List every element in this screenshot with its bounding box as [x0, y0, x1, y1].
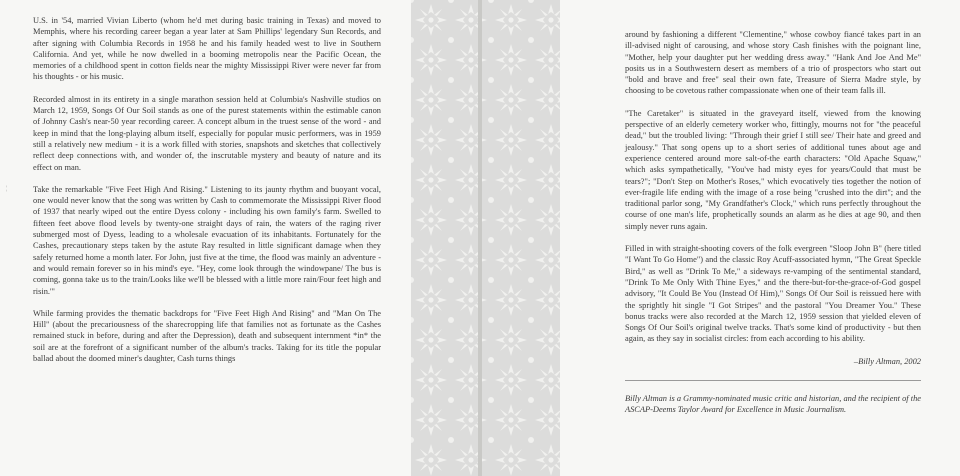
left-text-column: [33, 15, 381, 375]
author-bio: Billy Altman is a Grammy-nominated music critic and historian, and the recipient of the ASCAP-Deems Taylor Award for Excellence in Music Journalism.: [625, 394, 921, 415]
paragraph: U.S. in '54, married Vivian Liberto (whom he'd met during basic training in Texas) and moved to Memphis, where his recording career began a year later at Sam Phillips' legendary Sun Records, and after signing with Columbia Records in 1958 he and his family headed west to live in Southern California. And yet, while he now dwelled in a booming metropolis near the Pacific Ocean, the memories of a childhood spent in cotton fields near the mighty Mississippi River were never far from his thoughts - or his music.: [33, 16, 381, 82]
paragraph: While farming provides the thematic backdrops for "Five Feet High And Rising" and "Man On The Hill" (about the precariousness of the sharecropping life that families not as fortunate as the Cashes remained stuck in before, during and after the Depression), death and subsequent internment *in* the soil are at the forefront of a significant number of the album's tracks. Taking for its title the popular ballad about the doomed miner's daughter, Cash turns things: [33, 308, 381, 364]
paragraph: Take the remarkable "Five Feet High And Rising." Listening to its jaunty rhythm and buoyant vocal, one would never know that the song was written by Cash to commemorate the Mississippi River flood of 1937 that nearly wiped out the entire Dyess colony - including his own family's farm. Swelled to fifteen feet above flood levels by twenty-one straight days of rain, the waters of the raging river submerged most of Dyess, leading to a wholesale evacuation of its inhabitants. Fortunately for the Cashes, precautionary steps taken by the astute Ray resulted in little significant damage when they safely returned home a month later. For John, just five at the time, the flood was mainly an adventure - and would remain forever so in his mind's eye. "Hey, come look through the windowpane/ The bus is coming, gonna take us to the train/Looks like we'll be blessed with a little more rain/Four feet high and risin.'": [33, 184, 381, 296]
divider: [625, 380, 921, 381]
decorative-pattern-band: [411, 0, 560, 476]
paragraph: Recorded almost in its entirety in a single marathon session held at Columbia's Nashville studios on March 12, 1959, Songs Of Our Soil stands as one of the purest statements within the estimable canon of Johnny Cash's near-50 year recording career. A concept album in the truest sense of the word - and keep in mind that the long-playing album itself, especially for popular music performers, was in 1959 still a relatively new medium - it is a work filled with stories, snapshots and sketches that collectively reflect deep connections with, and wonder of, the inscrutable mystery and beauty of nature and its effect on man.: [33, 94, 381, 172]
floral-pattern: [411, 0, 560, 476]
right-text-column: [625, 29, 921, 427]
scan-mark: ¦: [6, 186, 8, 192]
paragraph: "The Caretaker" is situated in the graveyard itself, viewed from the knowing perspective of an elderly cemetery worker who, fittingly, mourns not for "the peaceful dead," but the troubled living: "Through their grief I still see/ Their hate and greed and jealousy." That song opens up to a short series of additional tunes about age and experience centered around more salt-of-the earth characters: "Old Apache Squaw," which asks sympathetically, "You've had misty eyes for years/Could that must be tears?"; "Don't Step on Mother's Roses," which evocatively ties together the notion of ever-fragile life ending with the image of a rose being "crushed into the dirt"; and the traditional parlor song, "My Grandfather's Clock," which runs perfectly throughout the course of one man's life, prophetically sounds an alarm as he dies at age 90, and then simply never runs again.: [625, 108, 921, 231]
paragraph: around by fashioning a different "Clementine," whose cowboy fiancé takes part in an ill-advised night of carousing, and whose story Cash finishes with the poignant line, "Mother, help your daughter put her wedding dress away." "Hank And Joe And Me" posits us in a Southwestern desert as members of a trio of prospectors who start out "bold and brave and free" seal their own fate, Treasure of Sierra Madre style, by choosing to be covetous rather compassionate when one of their team falls ill.: [625, 30, 921, 96]
page-gutter: [478, 0, 482, 476]
author-signature: –Billy Altman, 2002: [853, 356, 921, 366]
paragraph: Filled in with straight-shooting covers of the folk evergreen "Sloop John B" (here titled "I Want To Go Home") and the classic Roy Acuff-associated hymn, "The Great Speckle Bird," as well as "Drink To Me," a sideways re-vamping of the sentimental standard, "Drink To Me Only With Thine Eyes," and the there-but-for-the-grace-of-God gospel advisory, "It Could Be You (Instead Of Him)," Songs Of Our Soil is reissued here with the sprightly hit single "I Got Stripes" and the pastoral "You Dreamer You." These bonus tracks were also recorded at the March 12, 1959 session that yielded eleven of Songs Of Our Soil's original twelve tracks. That's some kind of productivity - but then again, as they say in socialist circles: from each according to his ability.: [625, 244, 921, 344]
